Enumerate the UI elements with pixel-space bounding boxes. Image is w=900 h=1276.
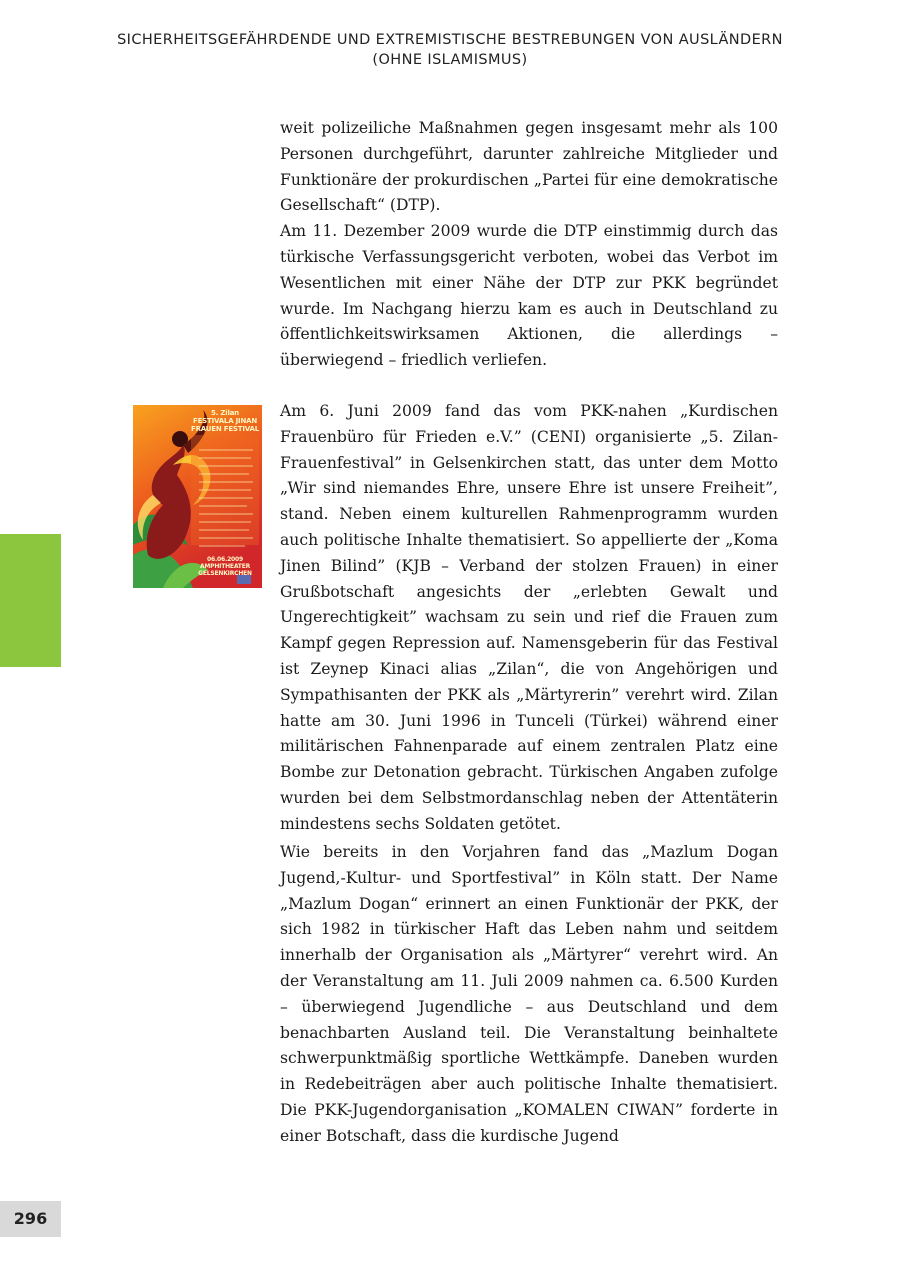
header-line-1: SICHERHEITSGEFÄHRDENDE UND EXTREMISTISCHE BESTREBUNGEN VON AUSLÄNDERN	[117, 32, 783, 48]
text-block-3	[280, 840, 778, 1150]
poster-date: 06.06.2009	[207, 556, 243, 563]
header-line-2: (OHNE ISLAMISMUS)	[372, 52, 528, 68]
poster-venue-line: GELSENKIRCHEN	[198, 570, 252, 577]
page-number: 296	[0, 1201, 61, 1237]
text-block-2	[280, 399, 778, 838]
poster-venue-line: AMPHITHEATER	[199, 563, 251, 570]
text-block-1	[280, 116, 778, 374]
paragraph-4: Wie bereits in den Vorjahren fand das „Mazlum Dogan Jugend,-Kultur- und Sportfestival” in Köln statt. Der Name „Mazlum Dogan“ erinnert an einen Funktionär der PKK, der sich 1982 in türkischer Haft das Leben nahm und seitdem innerhalb der Organisation als „Märtyrer“ verehrt wird. An der Veranstaltung am 11. Juli 2009 nahmen ca. 6.500 Kurden – überwiegend Jugendliche – aus Deutschland und dem benachbarten Ausland teil. Die Veranstaltung beinhaltete schwerpunktmäßig sportliche Wettkämpfe. Daneben wurden in Redebeiträgen aber auch politische Inhalte thematisiert. Die PKK-Jugendorganisation „KOMALEN CIWAN” forderte in einer Botschaft, dass die kurdische Jugend	[280, 843, 778, 1145]
chapter-color-tab	[0, 534, 61, 667]
poster-title-line: FRAUEN FESTIVAL	[191, 425, 259, 433]
poster-title-line: FESTIVALA JINAN	[192, 417, 257, 425]
poster-title	[191, 409, 259, 433]
poster-venue	[191, 556, 259, 577]
running-header	[60, 30, 840, 70]
festival-poster-image	[133, 405, 262, 588]
paragraph-2: Am 11. Dezember 2009 wurde die DTP einstimmig durch das türkische Verfassungsgericht verboten, wobei das Verbot im Wesentlichen mit einer Nähe der DTP zur PKK begründet wurde. Im Nachgang hierzu kam es auch in Deutschland zu öffentlichkeitswirksamen Aktionen, die allerdings – überwiegend – friedlich verliefen.	[280, 222, 778, 370]
poster-title-line: 5. Zilan	[211, 409, 239, 417]
paragraph-3: Am 6. Juni 2009 fand das vom PKK-nahen „Kurdischen Frauenbüro für Frieden e.V.” (CENI) organisierte „5. Zilan-Frauenfestival” in Gelsenkirchen statt, das unter dem Motto „Wir sind niemandes Ehre, unsere Ehre ist unsere Freiheit”, stand. Neben einem kulturellen Rahmenprogramm wurden auch politische Inhalte thematisiert. So appellierte der „Koma Jinen Bilind” (KJB – Verband der stolzen Frauen) in einer Grußbotschaft angesichts der „erlebten Gewalt und Ungerechtigkeit” wachsam zu sein und rief die Frauen zum Kampf gegen Repression auf. Namensgeberin für das Festival ist Zeynep Kinaci alias „Zilan“, die von Angehörigen und Sympathisanten der PKK als „Märtyrerin” verehrt wird. Zilan hatte am 30. Juni 1996 in Tunceli (Türkei) während einer militärischen Fahnenparade auf einem zentralen Platz eine Bombe zur Detonation gebracht. Türkischen Angaben zufolge wurden bei dem Selbstmordanschlag neben der Attentäterin mindestens sechs Soldaten getötet.	[280, 402, 778, 833]
paragraph-1: weit polizeiliche Maßnahmen gegen insgesamt mehr als 100 Personen durchgeführt, darunter zahlreiche Mitglieder und Funktionäre der prokurdischen „Partei für eine demokratische Gesellschaft“ (DTP).	[280, 119, 778, 215]
